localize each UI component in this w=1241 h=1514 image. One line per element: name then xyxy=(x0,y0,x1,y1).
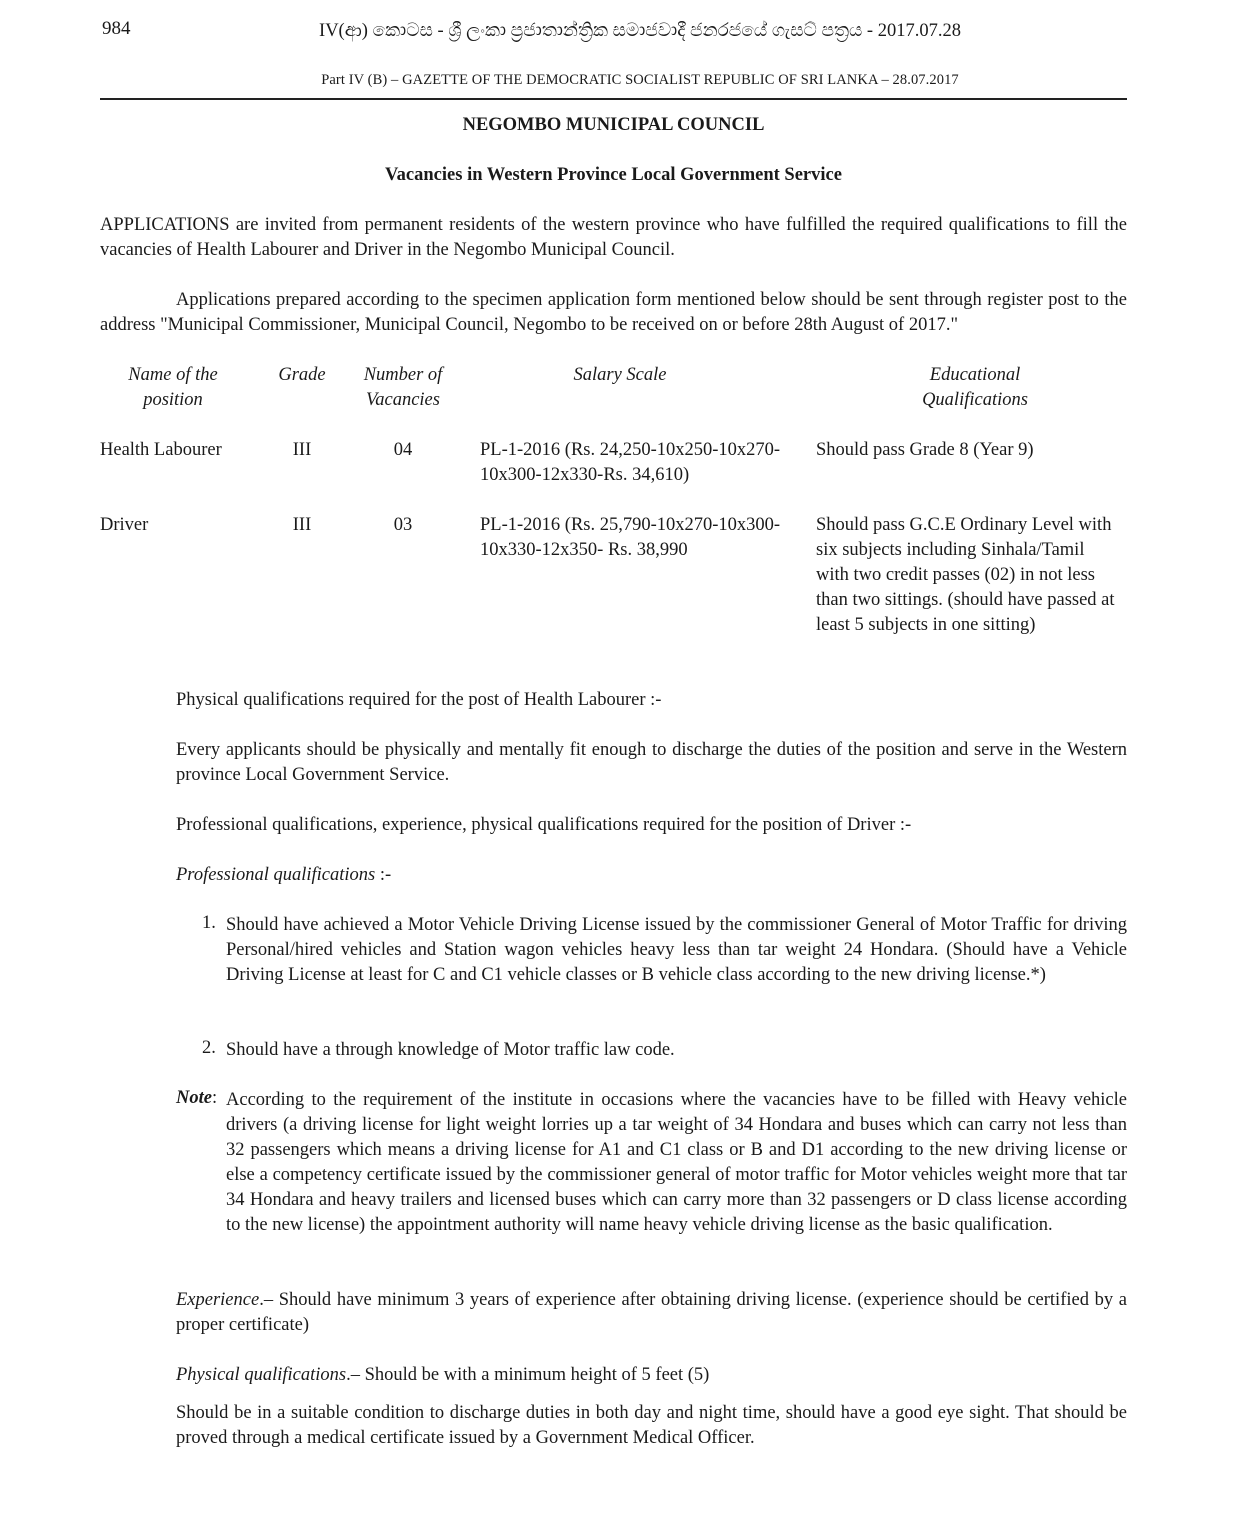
col-header-qualifications: Educational Qualifications xyxy=(922,365,1028,410)
professional-suffix: :- xyxy=(375,865,392,885)
table-cell-salary: PL-1-2016 (Rs. 24,250-10x250-10x270-10x300-12x330-Rs. 34,610) xyxy=(480,440,781,485)
physical-paragraph xyxy=(176,1363,1127,1388)
experience-text: .– Should have minimum 3 years of experience after obtaining driving license. (experience should be certified by a proper certificate) xyxy=(176,1290,1127,1335)
notice-subtitle: Vacancies in Western Province Local Government Service xyxy=(385,165,842,185)
physical-hl-text: Every applicants should be physically and mentally fit enough to discharge the duties of the position and serve in the Western province Local Government Service. xyxy=(176,740,1127,785)
header-rule xyxy=(100,98,1127,100)
table-cell-salary: PL-1-2016 (Rs. 25,790-10x270-10x300-10x330-12x350- Rs. 38,990 xyxy=(480,515,781,560)
experience-paragraph xyxy=(176,1288,1127,1338)
physical-label: Physical qualifications xyxy=(176,1365,347,1385)
list-item-number: 1. xyxy=(202,913,216,933)
table-cell-vacancies: 03 xyxy=(393,515,413,535)
final-paragraph: Should be in a suitable condition to discharge duties in both day and night time, should have a good eye sight. That should be proved through a medical certificate issued by a Government Medical Officer. xyxy=(176,1403,1127,1448)
table-cell-vacancies: 04 xyxy=(393,440,413,460)
table-cell-qualifications: Should pass Grade 8 (Year 9) xyxy=(816,440,1034,460)
list-item: Should have achieved a Motor Vehicle Driving License issued by the commissioner General of Motor Traffic for driving Personal/hired vehicles and Station wagon vehicles heavy less than tar weight 24 Hondara. (Should have a Vehicle Driving License at least for C and C1 vehicle classes or B vehicle class according to the new driving license.*) xyxy=(226,915,1127,985)
physical-hl-heading: Physical qualifications required for the post of Health Labourer :- xyxy=(176,690,662,710)
professional-heading xyxy=(176,863,1127,888)
professional-label: Professional qualifications xyxy=(176,865,376,885)
application-paragraph: Applications prepared according to the specimen application form mentioned below should be sent through register post to the address "Municipal Commissioner, Municipal Council, Negombo to be received on or before 28th August of 2017." xyxy=(100,290,1127,335)
list-item-number: 2. xyxy=(202,1038,216,1058)
notice-title: NEGOMBO MUNICIPAL COUNCIL xyxy=(462,115,765,135)
note-text: According to the requirement of the institute in occasions where the vacancies have to be filled with Heavy vehicle drivers (a driving license for light weight lorries up a tar weight of 34 Hondara and buses which can carry not less than 32 passengers which means a driving license for A1 and C1 class or B and D1 according to the new driving license or else a competency certificate issued by the commissioner general of motor traffic for Motor vehicles weight more that tar 34 Hondara and heavy trailers and licensed buses which can carry more than 32 passengers or D class license according to the new license) the appointment authority will name heavy vehicle driving license as the basic qualification. xyxy=(226,1090,1127,1235)
driver-heading: Professional qualifications, experience, physical qualifications required for the position of Driver :- xyxy=(176,815,912,835)
col-header-salary: Salary Scale xyxy=(573,365,667,385)
english-header: Part IV (B) – GAZETTE OF THE DEMOCRATIC SOCIALIST REPUBLIC OF SRI LANKA – 28.07.2017 xyxy=(321,72,959,88)
physical-text: .– Should be with a minimum height of 5 feet (5) xyxy=(346,1365,710,1385)
page-number: 984 xyxy=(102,18,131,39)
note-label: Note: xyxy=(176,1088,218,1108)
list-item: Should have a through knowledge of Motor traffic law code. xyxy=(226,1040,675,1060)
table-cell-grade: III xyxy=(292,440,312,460)
table-cell-grade: III xyxy=(292,515,312,535)
table-cell-position: Driver xyxy=(100,515,149,535)
col-header-vacancies: Number of Vacancies xyxy=(363,365,443,410)
intro-paragraph: APPLICATIONS are invited from permanent residents of the western province who have fulfilled the required qualifications to fill the vacancies of Health Labourer and Driver in the Negombo Municipal Council. xyxy=(100,215,1127,260)
table-cell-qualifications: Should pass G.C.E Ordinary Level with six subjects including Sinhala/Tamil with two credit passes (02) in not less than two sittings. (should have passed at least 5 subjects in one sitting) xyxy=(816,515,1115,635)
col-header-position: Name of the position xyxy=(128,365,218,410)
experience-label: Experience xyxy=(176,1290,260,1310)
table-cell-position: Health Labourer xyxy=(100,440,222,460)
sinhala-header: IV(ආ) කොටස - ශ්‍රී ලංකා ප්‍රජාතාන්ත්‍රික සමාජවාදී ජනරජයේ ගැසට් පත්‍රය - 2017.07.28 xyxy=(319,21,961,41)
col-header-grade: Grade xyxy=(278,365,326,385)
